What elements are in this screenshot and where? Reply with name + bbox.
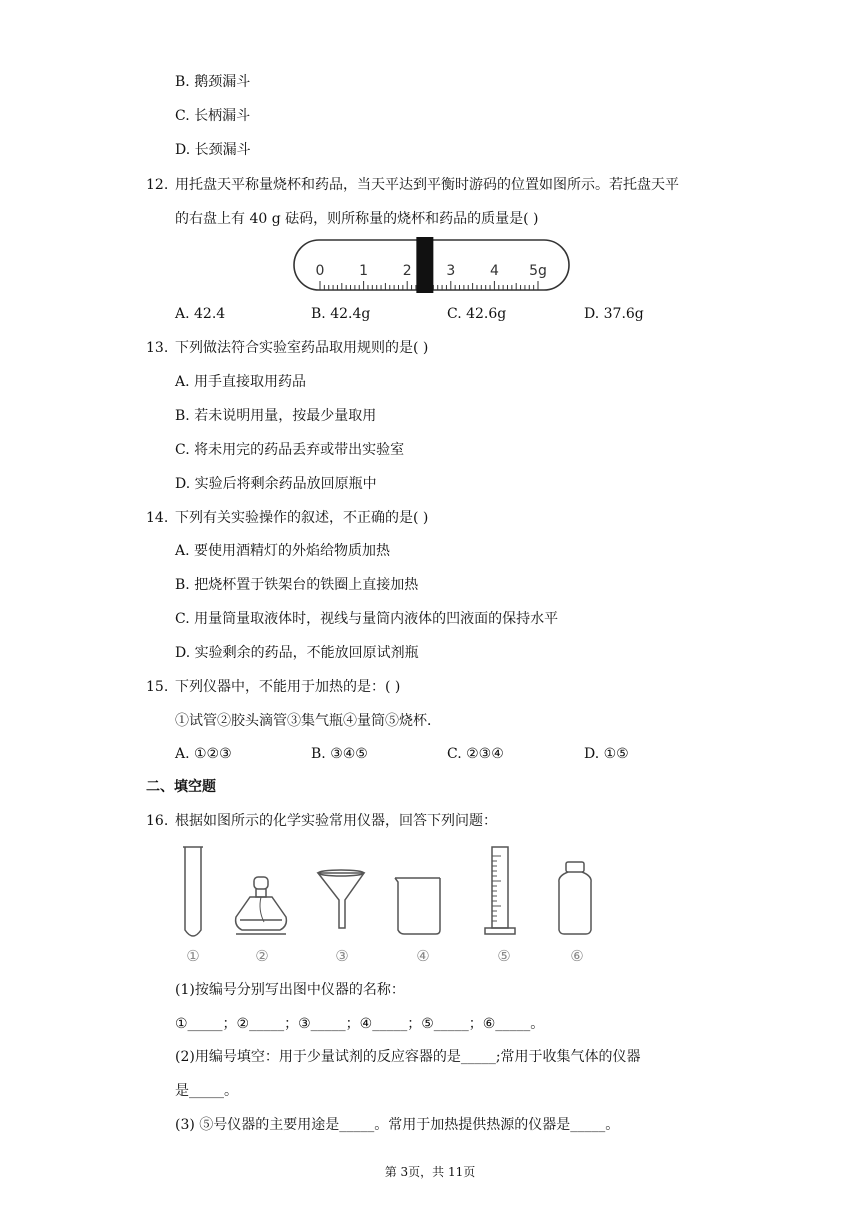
q12-option-c: C. 42.6g: [447, 306, 507, 322]
balance-slider-figure: [293, 237, 571, 295]
q15-option-b: B. ③④⑤: [311, 746, 368, 762]
q16-stem-text: 根据如图所示的化学实验常用仪器，回答下列问题：: [175, 813, 497, 829]
q14-stem: [146, 508, 428, 528]
q13-option-c: C. 将未用完的药品丢弃或带出实验室: [175, 442, 405, 458]
ruler-label: 3: [446, 263, 456, 279]
q15-item-list: ①试管②胶头滴管③集气瓶④量筒⑤烧杯．: [175, 713, 441, 729]
q12-stem-line1: [146, 175, 679, 195]
alcohol-lamp-drawing: [236, 877, 287, 934]
slider-rider: [416, 237, 433, 293]
beaker-drawing: [395, 878, 440, 934]
q12-option-b: B. 42.4g: [311, 306, 371, 322]
q16-part2-line1: (2)用编号填空：用于少量试剂的反应容器的是_____;常用于收集气体的仪器: [175, 1049, 641, 1065]
q16-part2-line2: 是_____。: [175, 1083, 238, 1099]
q15-option-d: D. ①⑤: [584, 746, 629, 762]
lab-apparatus-figure: [170, 842, 610, 967]
gas-bottle-drawing: [559, 862, 591, 934]
ruler-label: 0: [315, 263, 325, 279]
section-title-fill-in: 二、填空题: [146, 779, 216, 795]
ruler-label: 1: [359, 263, 369, 279]
q14-option-c: C. 用量筒量取液体时，视线与量筒内液体的凹液面的保持水平: [175, 611, 559, 627]
apparatus-label-5: ⑤: [497, 947, 511, 965]
q13-option-b: B. 若未说明用量，按最少量取用: [175, 408, 377, 424]
q12-option-a: A. 42.4: [175, 306, 226, 322]
q14-option-b: B. 把烧杯置于铁架台的铁圈上直接加热: [175, 577, 419, 593]
q12-stem-text: 用托盘天平称量烧杯和药品，当天平达到平衡时游码的位置如图所示。若托盘天平: [175, 177, 679, 193]
q15-number: 15.: [146, 679, 169, 695]
graduated-cylinder-drawing: [485, 847, 515, 934]
q15-option-c: C. ②③④: [447, 746, 504, 762]
q13-option-d: D. 实验后将剩余药品放回原瓶中: [175, 476, 377, 492]
q11-option-b: B. 鹅颈漏斗: [175, 74, 251, 90]
q14-option-a: A. 要使用酒精灯的外焰给物质加热: [175, 543, 391, 559]
q16-part3: (3) ⑤号仪器的主要用途是_____。常用于加热提供热源的仪器是_____。: [175, 1117, 620, 1133]
q16-stem: [146, 811, 497, 831]
apparatus-label-6: ⑥: [570, 947, 584, 965]
apparatus-label-3: ③: [335, 947, 349, 965]
q16-part1: (1)按编号分别写出图中仪器的名称：: [175, 982, 405, 998]
ruler-label: 5g: [529, 263, 547, 279]
q12-number: 12.: [146, 177, 169, 193]
q13-stem-text: 下列做法符合实验室药品取用规则的是( ): [175, 340, 429, 356]
test-tube-drawing: [183, 847, 203, 936]
q13-option-a: A. 用手直接取用药品: [175, 374, 307, 390]
ruler-label: 4: [489, 263, 499, 279]
ruler-label: 2: [402, 263, 412, 279]
q15-stem: [146, 677, 400, 697]
apparatus-label-4: ④: [416, 947, 430, 965]
q13-stem: [146, 338, 428, 358]
q14-number: 14.: [146, 510, 169, 526]
q11-option-d: D. 长颈漏斗: [175, 142, 251, 158]
apparatus-label-1: ①: [186, 947, 200, 965]
funnel-drawing: [318, 870, 364, 928]
q16-number: 16.: [146, 813, 169, 829]
apparatus-label-2: ②: [255, 947, 269, 965]
q12-stem-line2: 的右盘上有 40 g 砝码，则所称量的烧杯和药品的质量是( ): [175, 211, 539, 227]
q14-option-d: D. 实验剩余的药品，不能放回原试剂瓶: [175, 645, 419, 661]
q13-number: 13.: [146, 340, 169, 356]
q14-stem-text: 下列有关实验操作的叙述，不正确的是( ): [175, 510, 429, 526]
q11-option-c: C. 长柄漏斗: [175, 108, 251, 124]
q16-part1-blanks: ①_____；②_____；③_____；④_____；⑤_____；⑥_____。: [175, 1016, 545, 1032]
q12-option-d: D. 37.6g: [584, 306, 644, 322]
page-footer: 第 3页，共 11页: [384, 1165, 476, 1179]
q15-stem-text: 下列仪器中，不能用于加热的是：( ): [175, 679, 401, 695]
q15-option-a: A. ①②③: [175, 746, 232, 762]
